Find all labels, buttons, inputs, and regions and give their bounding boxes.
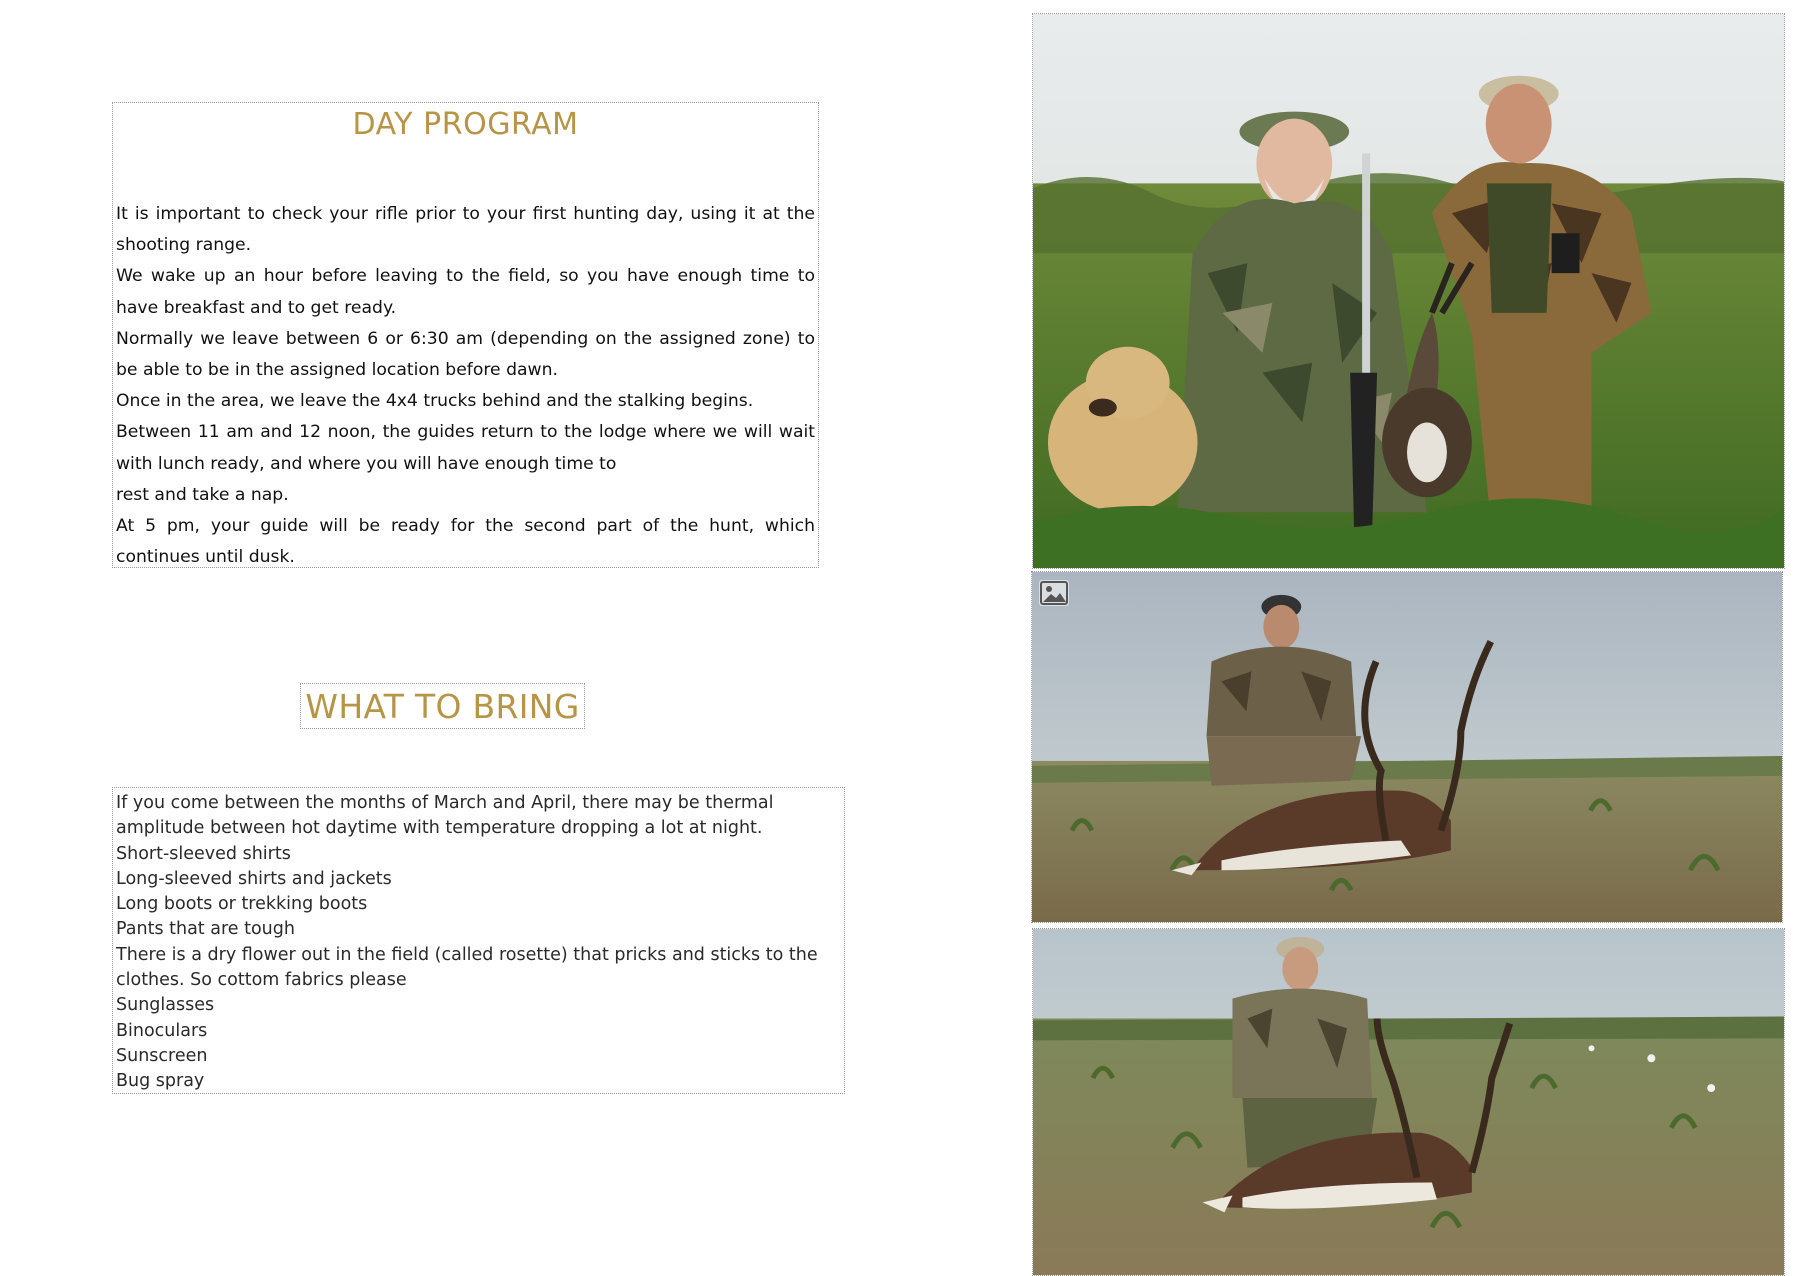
what-to-bring-section: [112, 787, 845, 1094]
what-to-bring-title-frame: [300, 683, 585, 729]
day-program-title: DAY PROGRAM: [352, 107, 579, 142]
list-item: There is a dry flower out in the field (called rosette) that pricks and sticks to the clothes. So cottom fabrics please: [116, 944, 818, 991]
list-item: If you come between the months of March and April, there may be thermal amplitude between hot daytime with temperature dropping a lot at night.: [116, 793, 774, 839]
day-program-section: [112, 102, 819, 568]
image-icon[interactable]: [1039, 580, 1069, 606]
what-to-bring-title: WHAT TO BRING: [305, 687, 580, 726]
day-program-paragraph: Normally we leave between 6 or 6:30 am (depending on the assigned zone) to be able to be in the assigned location before dawn.: [116, 328, 815, 381]
day-program-paragraph: rest and take a nap.: [116, 484, 289, 505]
day-program-paragraph: Once in the area, we leave the 4x4 trucks behind and the stalking begins.: [116, 391, 754, 412]
day-program-paragraph: We wake up an hour before leaving to the field, so you have enough time to have breakfast and to get ready.: [116, 266, 815, 318]
list-item: Short-sleeved shirts: [116, 843, 291, 864]
day-program-text: [116, 199, 815, 573]
list-item: Binoculars: [116, 1020, 208, 1041]
list-item: Sunscreen: [116, 1045, 208, 1066]
list-item: Sunglasses: [116, 995, 215, 1016]
day-program-paragraph: It is important to check your rifle prior to your first hunting day, using it at the shooting range.: [116, 204, 815, 256]
day-program-paragraph: At 5 pm, your guide will be ready for the second part of the hunt, which continues until dusk.: [116, 516, 815, 568]
list-item: Long-sleeved shirts and jackets: [116, 868, 392, 889]
photo-hunter-kneeling-with-blackbuck[interactable]: [1032, 928, 1785, 1276]
list-item: Bug spray: [116, 1071, 205, 1092]
list-item: Long boots or trekking boots: [116, 894, 368, 915]
what-to-bring-list: [116, 791, 842, 1095]
photo-two-hunters-with-antelope[interactable]: [1032, 13, 1785, 569]
photo-hunter-with-blackbuck[interactable]: [1031, 571, 1783, 923]
day-program-paragraph: Between 11 am and 12 noon, the guides return to the lodge where we will wait with lunch ready, and where you will have enough time to: [116, 422, 815, 474]
list-item: Pants that are tough: [116, 919, 295, 940]
